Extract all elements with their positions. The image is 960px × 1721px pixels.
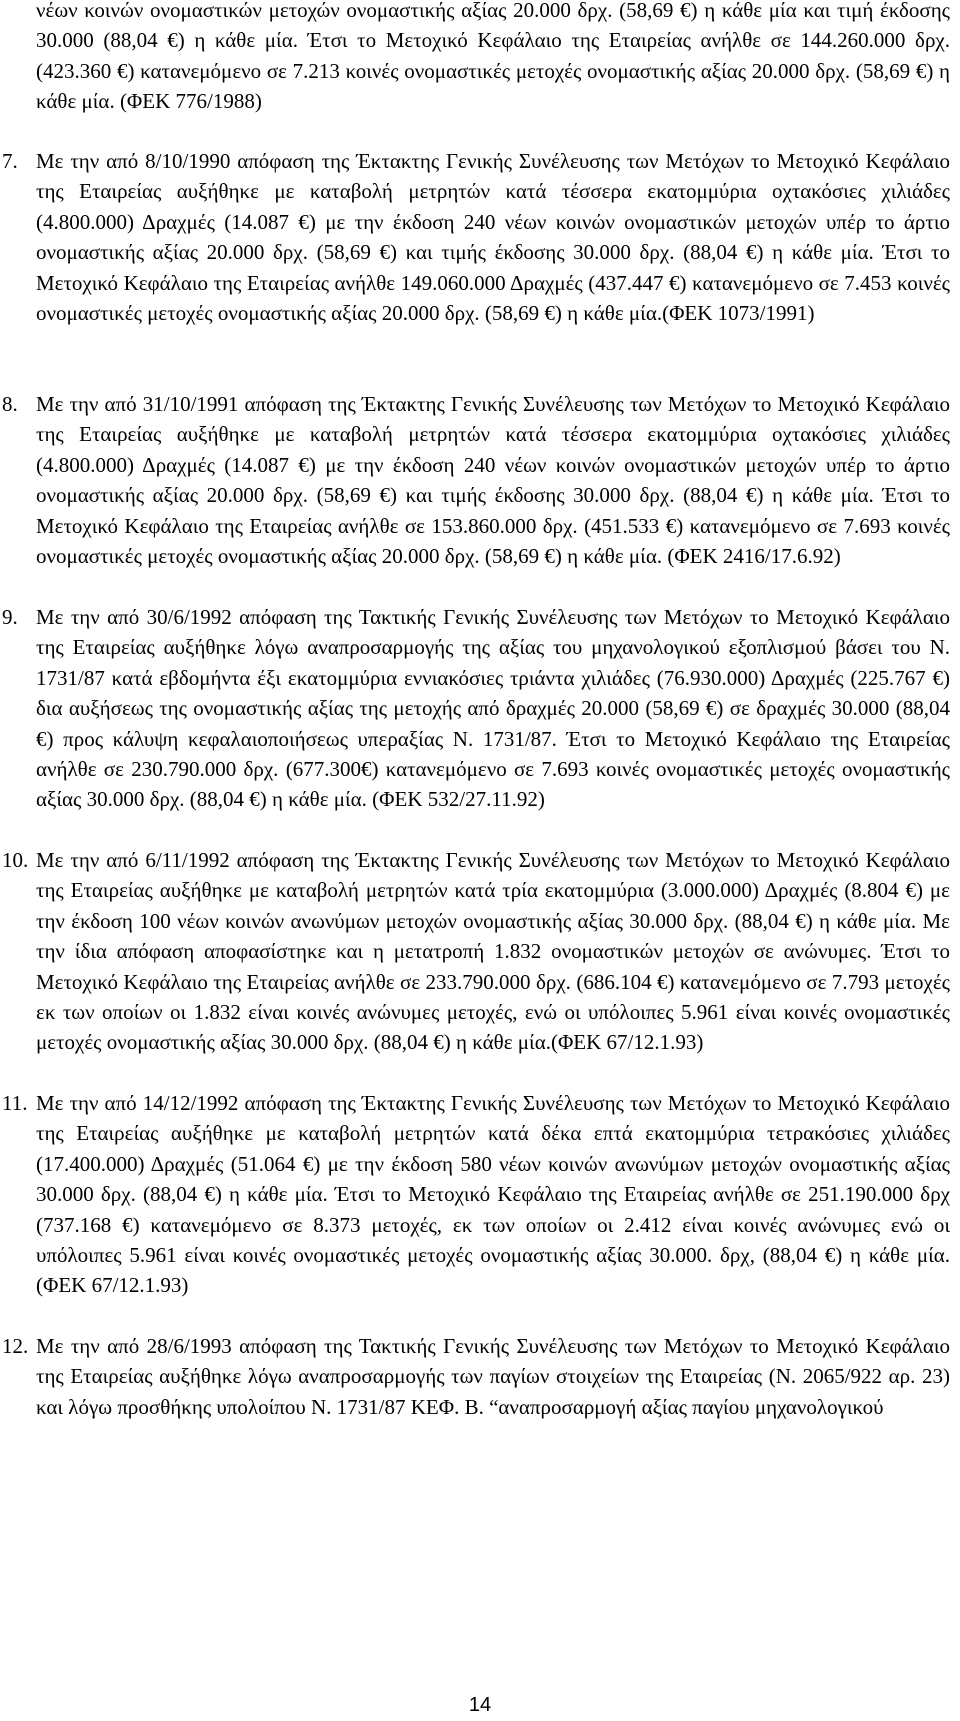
item-text: Με την από 30/6/1992 απόφαση της Τακτικής Γενικής Συνέλευσης των Μετόχων το Μετοχικό Κεφάλαιο της Εταιρείας αυξήθηκε λόγω αναπροσαρμογής της αξίας του μηχανολογικού εξοπλισμού βάσει του Ν. 1731/87 κατά εβδομήντα έξι εκατομμύρια εννιακόσιες τριάντα χιλιάδες (76.930.000) Δραχμές (225.767 €) δια αυξήσεως της ονομαστικής αξίας της μετοχής από δραχμές 20.000 (58,69 €) σε δραχμές 30.000 (88,04 €) προς κάλυψη κεφαλαιοποιήσεως υπεραξίας Ν. 1731/87. Έτσι το Μετοχικό Κεφάλαιο της Εταιρείας ανήλθε σε 230.790.000 δρχ. (677.300€) κατανεμόμενο σε 7.693 κοινές ονομαστικές μετοχές ονομαστικής αξίας 30.000 δρχ. (88,04 €) η κάθε μία. (ΦΕΚ 532/27.11.92) xyxy=(36,605,950,812)
item-text: Με την από 31/10/1991 απόφαση της Έκτακτης Γενικής Συνέλευσης των Μετόχων το Μετοχικό Κεφάλαιο της Εταιρείας αυξήθηκε με καταβολή μετρητών κατά τέσσερα εκατομμύρια οχτακόσιες χιλιάδες (4.800.000) Δραχμές (14.087 €) με την έκδοση 240 νέων κοινών ονομαστικών μετοχών υπέρ το άρτιο ονομαστικής αξίας 20.000 δρχ. (58,69 €) και τιμής έκδοσης 30.000 δρχ. (88,04 €) η κάθε μία. Έτσι το Μετοχικό Κεφάλαιο της Εταιρείας ανήλθε σε 153.860.000 δρχ. (451.533 €) κατανεμόμενο σε 7.693 κοινές ονομαστικές μετοχές ονομαστικής αξίας 20.000 δρχ. (58,69 €) η κάθε μία. (ΦΕΚ 2416/17.6.92) xyxy=(36,392,950,569)
item-number: 10. xyxy=(2,848,29,872)
item-number: 8. xyxy=(2,392,18,416)
item-text: Με την από 6/11/1992 απόφαση της Έκτακτης Γενικής Συνέλευσης των Μετόχων το Μετοχικό Κεφάλαιο της Εταιρείας αυξήθηκε με καταβολή μετρητών κατά τρία εκατομμύρια (3.000.000) Δραχμές (8.804 €) με την έκδοση 100 νέων κοινών ανωνύμων μετοχών ονομαστικής αξίας 30.000 δρχ. (88,04 €) η κάθε μία. Με την ίδια απόφαση αποφασίστηκε και η μετατροπή 1.832 ονομαστικών μετοχών σε ανώνυμες. Έτσι το Μετοχικό Κεφάλαιο της Εταιρείας ανήλθε σε 233.790.000 δρχ. (686.104 €) κατανεμόμενο σε 7.793 μετοχές εκ των οποίων οι 1.832 είναι κοινές ανώνυμες μετοχές, ενώ οι υπόλοιπες 5.961 είναι κοινές ονομαστικές μετοχές ονομαστικής αξίας 30.000 δρχ. (88,04 €) η κάθε μία.(ΦΕΚ 67/12.1.93) xyxy=(36,848,950,1055)
item-text: Με την από 14/12/1992 απόφαση της Έκτακτης Γενικής Συνέλευσης των Μετόχων το Μετοχικό Κεφάλαιο της Εταιρείας αυξήθηκε με καταβολή μετρητών κατά δέκα επτά εκατομμύρια τετρακόσιες χιλιάδες (17.400.000) Δραχμές (51.064 €) με την έκδοση 580 νέων κοινών ανωνύμων μετοχών ονομαστικής αξίας 30.000 δρχ. (88,04 €) η κάθε μία. Έτσι το Μετοχικό Κεφάλαιο της Εταιρείας ανήλθε σε 251.190.000 δρχ (737.168 €) κατανεμόμενο σε 8.373 μετοχές, εκ των οποίων οι 2.412 είναι κοινές ανώνυμες ενώ οι υπόλοιπες 5.961 είναι κοινές ονομαστικές μετοχές ονομαστικής αξίας 30.000. δρχ, (88,04 €) η κάθε μία. (ΦΕΚ 67/12.1.93) xyxy=(36,1091,950,1298)
item-number: 11. xyxy=(2,1091,28,1115)
intro-paragraph: νέων κοινών ονομαστικών μετοχών ονομαστικής αξίας 20.000 δρχ. (58,69 €) η κάθε μία και τιμή έκδοσης 30.000 (88,04 €) η κάθε μία. Έτσι το Μετοχικό Κεφάλαιο της Εταιρείας ανήλθε σε 144.260.000 δρχ. (423.360 €) κατανεμόμενο σε 7.213 κοινές ονομαστικές μετοχές ονομαστικής αξίας 20.000 δρχ. (58,69 €) η κάθε μία. (ΦΕΚ 776/1988) xyxy=(36,0,950,114)
item-number: 12. xyxy=(2,1334,29,1358)
item-text: Με την από 28/6/1993 απόφαση της Τακτικής Γενικής Συνέλευσης των Μετόχων το Μετοχικό Κεφάλαιο της Εταιρείας αυξήθηκε λόγω αναπροσαρμογής των παγίων στοιχείων της Εταιρείας (Ν. 2065/922 αρ. 23) και λόγω προσθήκης υπολοίπου Ν. 1731/87 ΚΕΦ. Β. “αναπροσαρμογή αξίας παγίου μηχανολογικού xyxy=(36,1334,950,1419)
item-number: 7. xyxy=(2,149,18,173)
page-number: 14 xyxy=(468,1694,492,1716)
item-text: Με την από 8/10/1990 απόφαση της Έκτακτης Γενικής Συνέλευσης των Μετόχων το Μετοχικό Κεφάλαιο της Εταιρείας αυξήθηκε με καταβολή μετρητών κατά τέσσερα εκατομμύρια οχτακόσιες χιλιάδες (4.800.000) Δραχμές (14.087 €) με την έκδοση 240 νέων κοινών ονομαστικών μετοχών υπέρ το άρτιο ονομαστικής αξίας 20.000 δρχ. (58,69 €) και τιμής έκδοσης 30.000 δρχ. (88,04 €) η κάθε μία. Έτσι το Μετοχικό Κεφάλαιο της Εταιρείας ανήλθε 149.060.000 Δραχμές (437.447 €) κατανεμόμενο σε 7.453 κοινές ονομαστικές μετοχές ονομαστικής αξίας 20.000 δρχ. (58,69 €) η κάθε μία.(ΦΕΚ 1073/1991) xyxy=(36,149,950,326)
item-number: 9. xyxy=(2,605,18,629)
